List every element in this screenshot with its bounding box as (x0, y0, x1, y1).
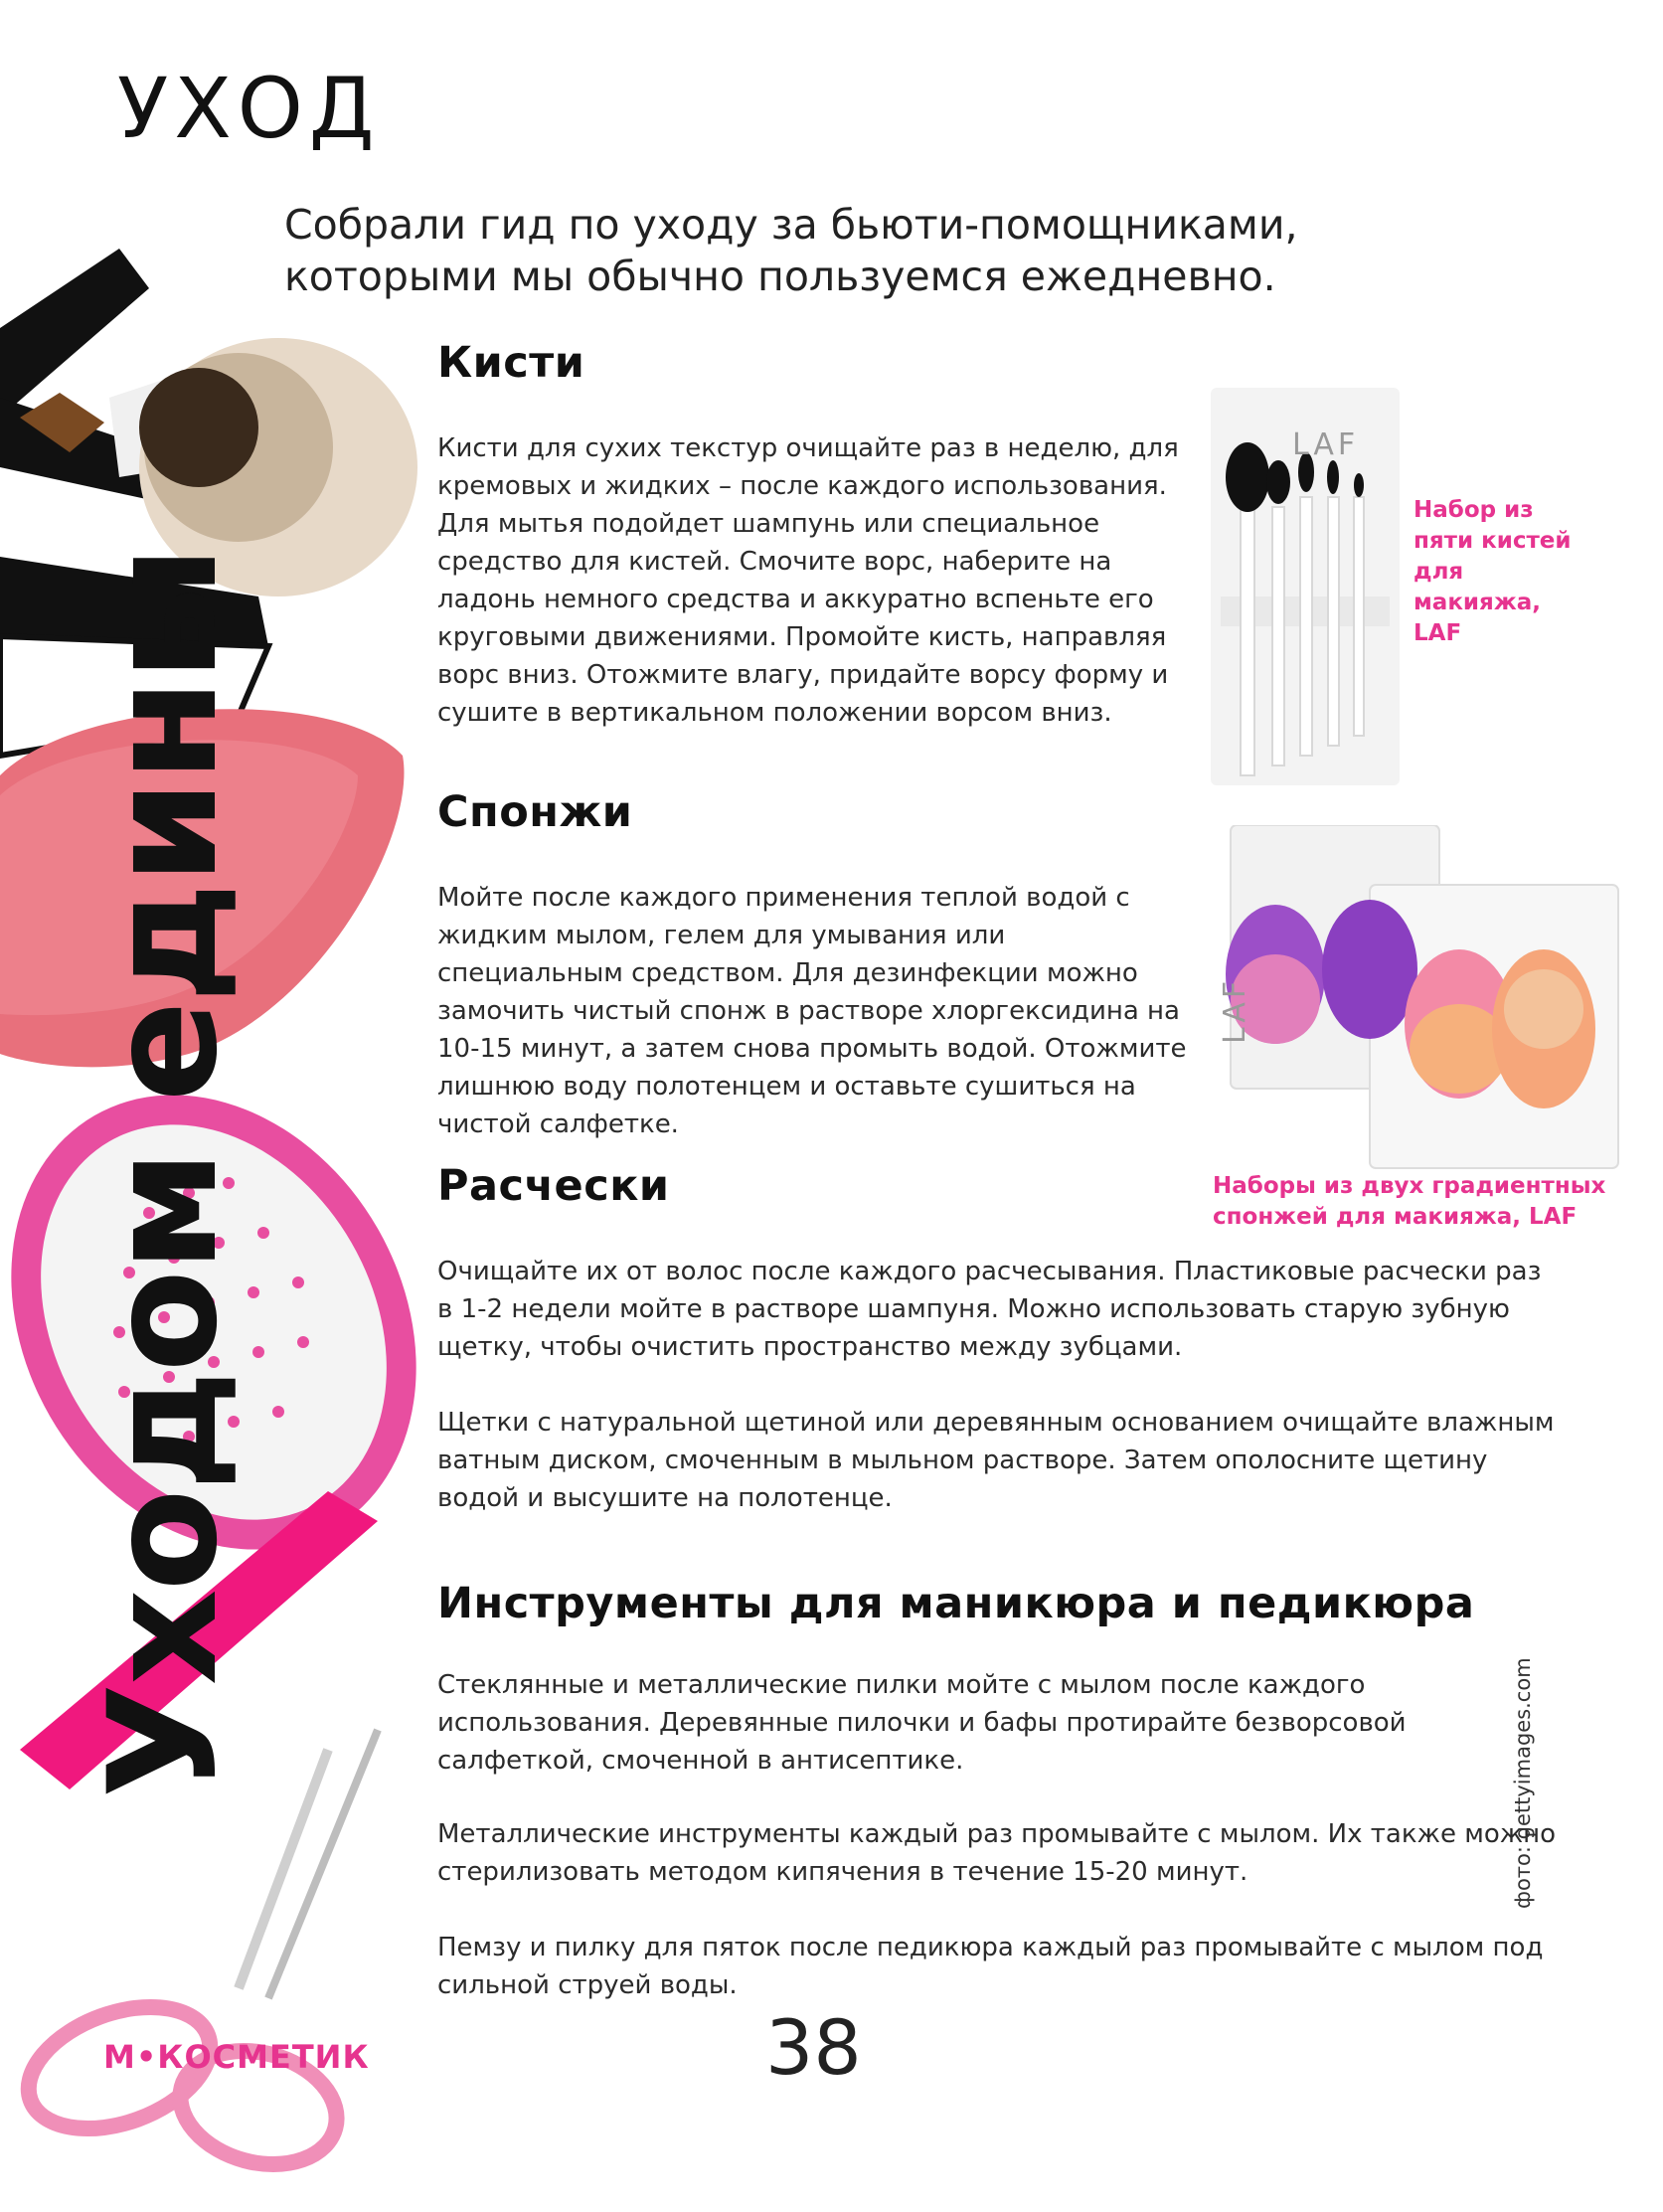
section-heading-brushes: Кисти (437, 338, 585, 388)
sponge-set-product-image (1211, 825, 1628, 1173)
brand-logo: М•КОСМЕТИК (103, 2038, 370, 2076)
photo-credit: фото: gettyimages.com (1511, 1657, 1535, 1909)
section-label: УХОД (117, 60, 381, 157)
sponge-set-brand-label: LAF (1218, 976, 1252, 1044)
section-heading-sponges: Спонжи (437, 787, 633, 837)
section-text-manicure-2: Металлические инструменты каждый раз промывайте с мылом. Их также можно стерилизовать методом кипячения в течение 15-20 минут. (437, 1819, 1557, 1887)
section-text-combs-1: Очищайте их от волос после каждого расчесывания. Пластиковые расчески раз в 1-2 недели мойте в растворе шампуня. Можно использовать старую зубную щетку, чтобы очистить пространство между зубцами. (437, 1257, 1542, 1362)
section-heading-manicure: Инструменты для маникюра и педикюра (437, 1579, 1475, 1628)
section-text-combs-2: Щетки с натуральной щетиной или деревянным основанием очищайте влажным ватным диском, смоченным в мыльном растворе. Затем ополосните щетину водой и высушите на полотенце. (437, 1408, 1555, 1513)
vertical-title: Уходом едины (78, 548, 250, 1798)
section-text-manicure-3: Пемзу и пилку для пяток после педикюра каждый раз промывайте с мылом под сильной струей воды. (437, 1933, 1544, 2000)
section-text-brushes: Кисти для сухих текстур очищайте раз в неделю, для кремовых и жидких – после каждого использования. Для мытья подойдет шампунь или специальное средство для кистей. Смочите ворс, наберите на ладонь немного средства и аккуратно вспеньте его круговыми движениями. Промойте кисть, направляя ворс вниз. Отожмите влагу, придайте ворсу форму и сушите в вертикальном положении ворсом вниз. (437, 433, 1179, 728)
section-heading-combs: Расчески (437, 1161, 670, 1211)
caption-sponge-sets: Наборы из двух градиентных спонжей для макияжа, LAF (1213, 1173, 1606, 1230)
caption-brush-set: Набор из пяти кистей для макияжа, LAF (1414, 497, 1572, 646)
page-number: 38 (765, 2003, 862, 2092)
section-text-manicure-1: Стеклянные и металлические пилки мойте с мылом после каждого использования. Деревянные пилочки и бафы протирайте безворсовой салфеткой, смоченной в антисептике. (437, 1670, 1407, 1776)
brush-set-brand-label: LAF (1292, 427, 1360, 462)
lead-paragraph: Собрали гид по уходу за бьюти-помощниками, которыми мы обычно пользуемся ежедневно. (284, 201, 1298, 300)
section-text-sponges: Мойте после каждого применения теплой водой с жидким мылом, гелем для умывания или специальным средством. Для дезинфекции можно замочить чистый спонж в растворе хлоргексидина на 10-15 минут, а затем снова промыть водой. Отожмите лишнюю воду полотенцем и оставьте сушиться на чистой салфетке. (437, 883, 1187, 1139)
